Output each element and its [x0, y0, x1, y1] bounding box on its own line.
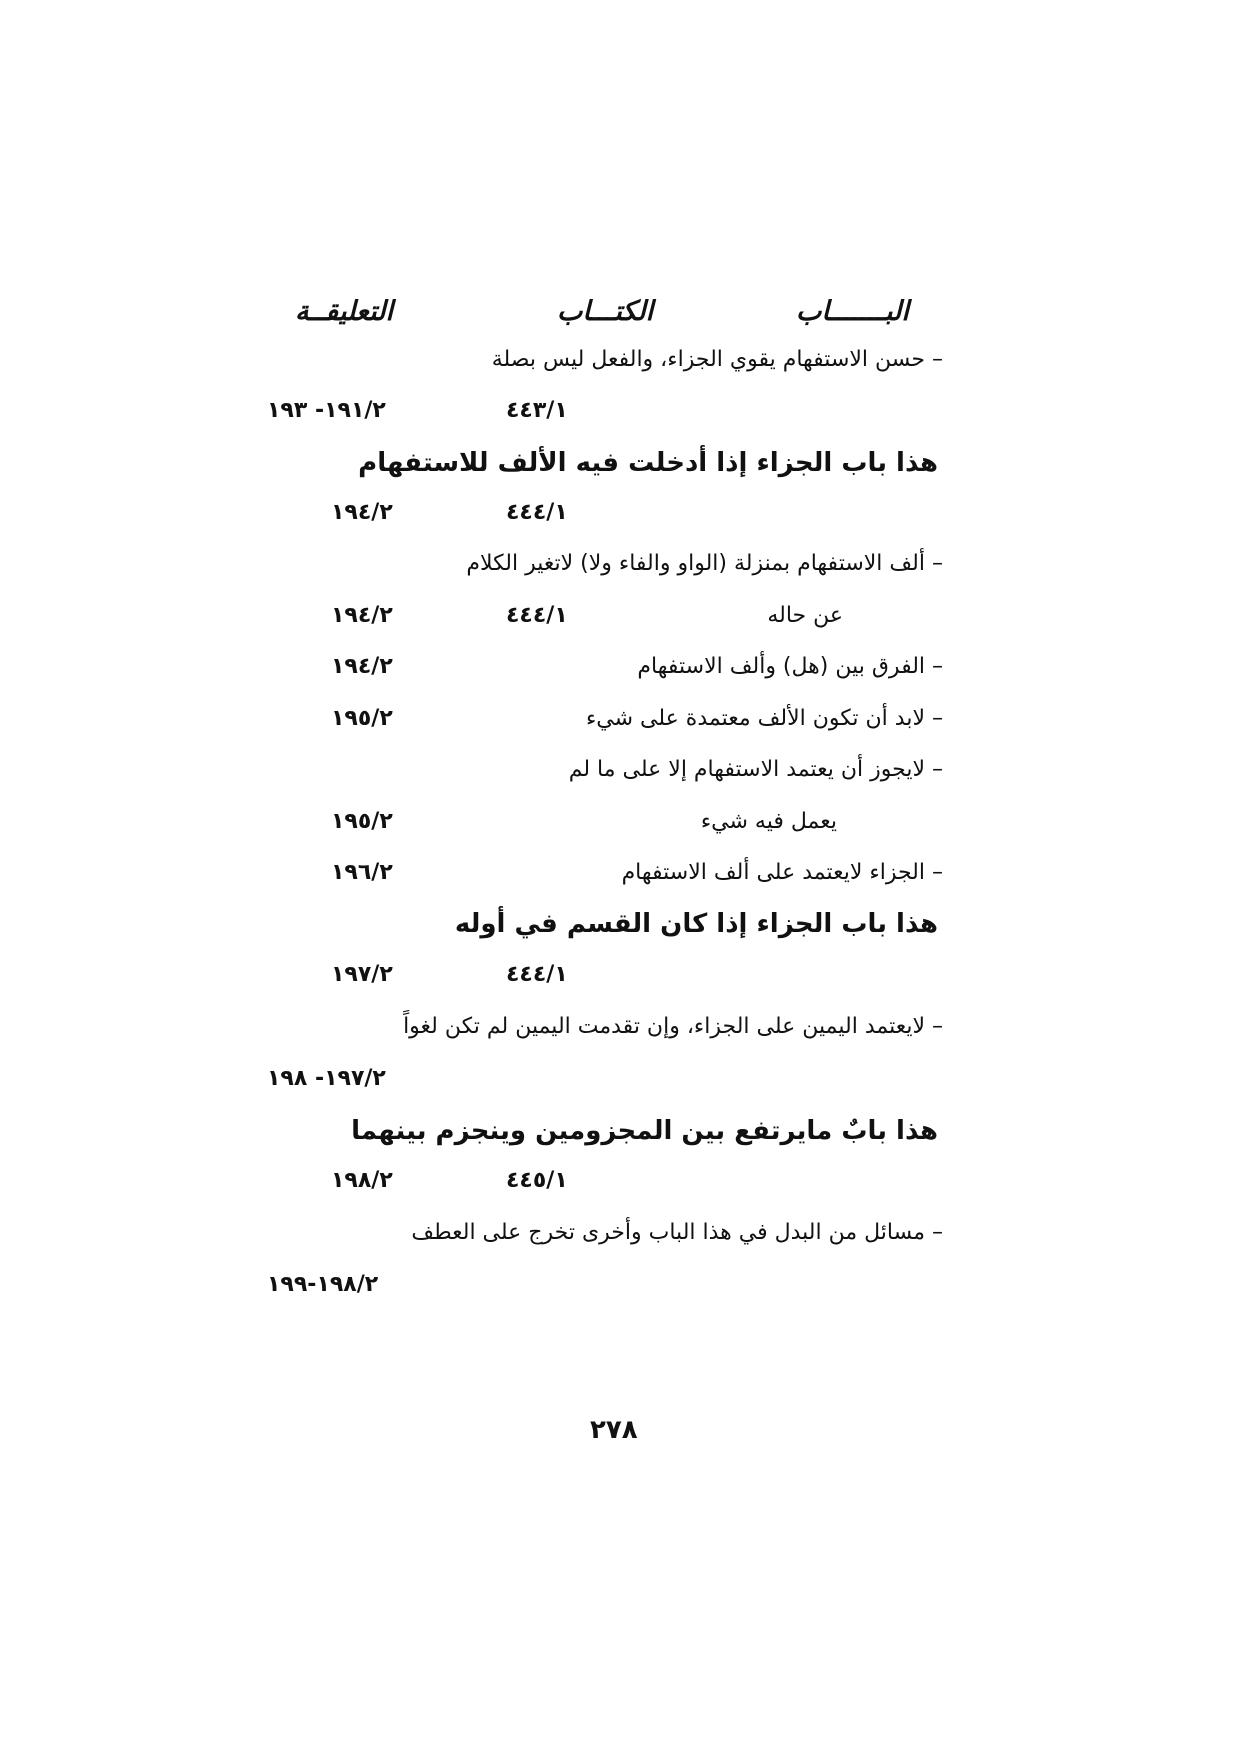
index-entry: – الجزاء لايعتمد على ألف الاستفهام	[621, 860, 943, 885]
taliqa-ref: ١٩٦/٢	[331, 860, 393, 885]
index-entry: – لابد أن تكون الألف معتمدة على شيء	[585, 706, 943, 731]
taliqa-ref: ١٩٧/٢	[331, 962, 393, 987]
column-header-kitab: الكتـــاب	[557, 296, 654, 327]
index-entry: يعمل فيه شيء	[700, 809, 837, 834]
index-entry: – ألف الاستفهام بمنزلة (الواو والفاء ولا) لاتغير الكلام	[466, 551, 943, 576]
index-entry: عن حاله	[767, 603, 843, 628]
taliqa-ref: ١٩٨/٢	[331, 1168, 393, 1193]
column-header-taliqa: التعليقــة	[295, 296, 393, 327]
kitab-ref: ٤٤٣/١	[506, 398, 568, 423]
kitab-ref: ٤٤٥/١	[506, 1168, 568, 1193]
column-header-bab: البـــــــاب	[796, 296, 909, 327]
kitab-ref: ٤٤٤/١	[506, 500, 568, 525]
chapter-heading: هذا باب الجزاء إذا كان القسم في أوله	[454, 909, 938, 939]
taliqa-ref: ١٩٥/٢	[331, 809, 393, 834]
kitab-ref: ٤٤٤/١	[506, 603, 568, 628]
index-entry: – حسن الاستفهام يقوي الجزاء، والفعل ليس بصلة	[491, 347, 943, 372]
index-entry: – مسائل من البدل في هذا الباب وأخرى تخرج على العطف	[411, 1220, 943, 1245]
index-entry: – الفرق بين (هل) وألف الاستفهام	[637, 654, 943, 679]
index-entry: – لايعتمد اليمين على الجزاء، وإن تقدمت اليمين لم تكن لغواً	[403, 1014, 943, 1039]
index-entry: – لايجوز أن يعتمد الاستفهام إلا على ما لم	[568, 757, 943, 782]
chapter-heading: هذا بابٌ مايرتفع بين المجزومين وينجزم بينهما	[351, 1116, 938, 1146]
taliqa-ref: ١٩٥/٢	[331, 706, 393, 731]
chapter-heading: هذا باب الجزاء إذا أدخلت فيه الألف للاستفهام	[358, 448, 938, 478]
taliqa-ref: ١٩٤/٢	[331, 654, 393, 679]
page-number: ٢٧٨	[590, 1415, 638, 1445]
kitab-ref: ٤٤٤/١	[506, 962, 568, 987]
taliqa-ref: ١٩١/٢- ١٩٣	[267, 398, 386, 423]
taliqa-ref: ١٩٤/٢	[331, 500, 393, 525]
taliqa-ref: ١٩٨/٢-١٩٩	[267, 1272, 379, 1297]
taliqa-ref: ١٩٤/٢	[331, 603, 393, 628]
taliqa-ref: ١٩٧/٢- ١٩٨	[267, 1066, 386, 1091]
